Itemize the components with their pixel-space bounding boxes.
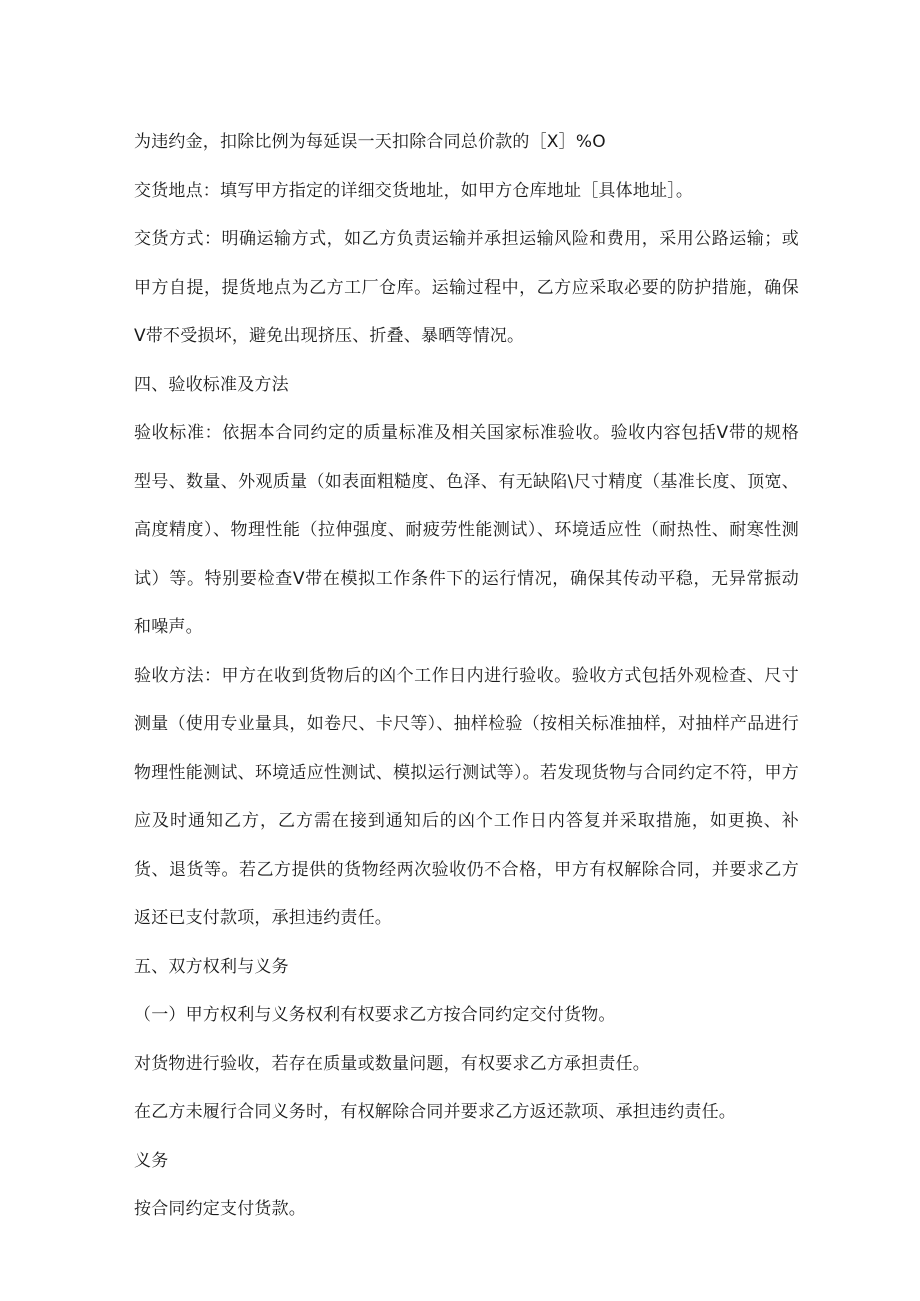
document-body xyxy=(134,118,799,1234)
section-heading-rights-obligations: 五、双方权利与义务 xyxy=(134,956,289,977)
paragraph-payment-obligation: 按合同约定支付货款。 xyxy=(134,1199,306,1219)
paragraph-penalty-rate: 为违约金，扣除比例为每延误一天扣除合同总价款的［X］%O xyxy=(134,132,606,152)
subheading-obligations: 义务 xyxy=(134,1150,169,1171)
paragraph-acceptance-standard: 验收标准：依据本合同约定的质量标准及相关国家标准验收。验收内容包括V带的规格型号、数量、外观质量（如表面粗糙度、色泽、有无缺陷\尺寸精度（基准长度、顶宽、高度精度）、物理性能（拉伸强度、耐疲劳性能测试）、环境适应性（耐热性、耐寒性测试）等。特别要检查V带在模拟工作条件下的运行情况，确保其传动平稳，无异常振动和噪声。 xyxy=(134,423,799,637)
paragraph-delivery-method: 交货方式：明确运输方式，如乙方负责运输并承担运输风险和费用，采用公路运输；或甲方自提，提货地点为乙方工厂仓库。运输过程中，乙方应采取必要的防护措施，确保V带不受损坏，避免出现挤压、折叠、暴晒等情况。 xyxy=(134,229,799,346)
paragraph-party-a-rights: （一）甲方权利与义务权利有权要求乙方按合同约定交付货物。 xyxy=(134,1005,616,1025)
section-heading-acceptance: 四、验收标准及方法 xyxy=(134,374,289,395)
paragraph-acceptance-method: 验收方法：甲方在收到货物后的凶个工作日内进行验收。验收方式包括外观检查、尺寸测量（使用专业量具，如卷尺、卡尺等）、抽样检验（按相关标准抽样，对抽样产品进行物理性能测试、环境适应性测试、模拟运行测试等）。若发现货物与合同约定不符，甲方应及时通知乙方，乙方需在接到通知后的凶个工作日内答复并采取措施，如更换、补货、退货等。若乙方提供的货物经两次验收仍不合格，甲方有权解除合同，并要求乙方返还已支付款项，承担违约责任。 xyxy=(134,665,799,928)
paragraph-delivery-location: 交货地点：填写甲方指定的详细交货地址，如甲方仓库地址［具体地址］。 xyxy=(134,180,694,201)
paragraph-inspection-right: 对货物进行验收，若存在质量或数量问题，有权要求乙方承担责任。 xyxy=(134,1053,650,1074)
paragraph-termination-right: 在乙方未履行合同义务时，有权解除合同并要求乙方返还款项、承担违约责任。 xyxy=(134,1102,736,1122)
